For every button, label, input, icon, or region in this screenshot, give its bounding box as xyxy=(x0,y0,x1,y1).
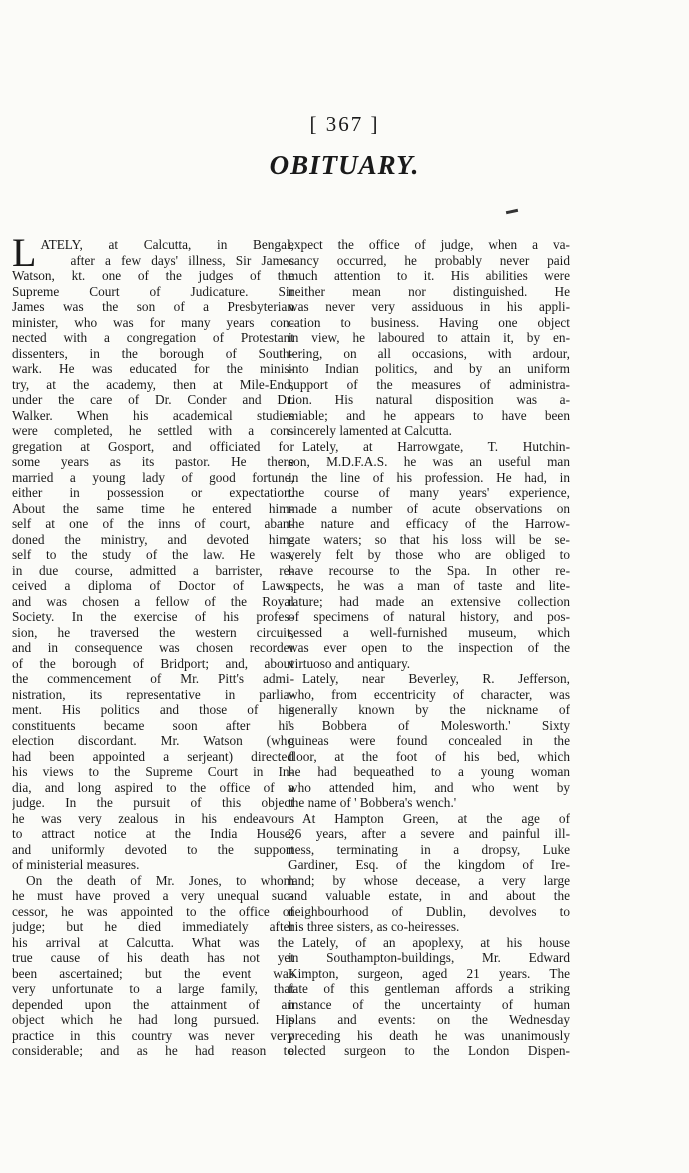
text-line xyxy=(288,501,570,517)
line-text: of specimens of natural history, and pos- xyxy=(288,609,570,624)
line-text: neighbourhood of Dublin, devolves to xyxy=(288,903,570,919)
line-text: ' Bobbera of Molesworth.' Sixty xyxy=(288,717,570,733)
text-line xyxy=(288,361,570,377)
line-text: preceding his death he was unanimously xyxy=(288,1027,570,1043)
text-line xyxy=(288,594,570,610)
line-text: considerable; and as he had reason to xyxy=(12,1043,294,1058)
text-line xyxy=(288,315,570,331)
text-line xyxy=(12,346,294,362)
line-text: rature; had made an extensive collection xyxy=(288,593,570,609)
text-line xyxy=(12,299,294,315)
left-column xyxy=(12,230,294,1059)
drop-cap: L xyxy=(12,230,37,275)
text-line xyxy=(12,997,294,1013)
text-line xyxy=(12,749,294,765)
line-text: had been appointed a serjeant) directed xyxy=(12,748,294,764)
text-line xyxy=(12,423,294,439)
text-line xyxy=(12,485,294,501)
text-line xyxy=(12,826,294,842)
line-text: minister, who was for many years con- xyxy=(12,314,294,330)
line-text: Society. In the exercise of his profes- xyxy=(12,609,294,624)
line-text: under the care of Dr. Conder and Dr. xyxy=(12,392,294,407)
line-text: to attract notice at the India House, xyxy=(12,826,294,841)
line-text: the name of ' Bobbera's wench.' xyxy=(288,795,457,810)
line-text: ness, terminating in a dropsy, Luke xyxy=(288,841,570,857)
line-text: Watson, kt. one of the judges of the xyxy=(12,268,294,283)
text-line xyxy=(288,423,570,439)
line-text: and in consequence was chosen recorder xyxy=(12,640,294,655)
text-line xyxy=(288,842,570,858)
line-text: sessed a well-furnished museum, which xyxy=(288,624,570,640)
line-text: his views to the Supreme Court in In- xyxy=(12,764,294,779)
text-line xyxy=(12,656,294,672)
line-text: Gardiner, Esq. of the kingdom of Ire- xyxy=(288,857,570,872)
line-text: virtuoso and antiquary. xyxy=(288,655,411,671)
line-text: At Hampton Green, at the age of xyxy=(302,810,570,826)
line-text: election discordant. Mr. Watson (who xyxy=(12,733,294,748)
line-text: constituents became soon after his xyxy=(12,717,294,733)
line-text: sincerely lamented at Calcutta. xyxy=(288,423,452,438)
text-line xyxy=(288,640,570,656)
line-text: On the death of Mr. Jones, to whom xyxy=(26,872,294,888)
line-text: was never very assiduous in his appli- xyxy=(288,299,570,314)
line-text: Lately, near Beverley, R. Jefferson, xyxy=(302,671,570,686)
text-line xyxy=(288,997,570,1013)
text-line xyxy=(288,439,570,455)
text-line xyxy=(12,811,294,827)
text-line xyxy=(288,547,570,563)
text-line xyxy=(288,330,570,346)
line-text: Walker. When his academical studies xyxy=(12,407,294,423)
line-text: miable; and he appears to have been xyxy=(288,407,570,423)
line-text: into Indian politics, and by an uniform xyxy=(288,361,570,376)
text-line xyxy=(12,857,294,873)
text-line xyxy=(12,563,294,579)
line-text: support of the measures of administra- xyxy=(288,376,570,392)
text-line xyxy=(12,764,294,780)
line-text: tering, on all occasions, with ardour, xyxy=(288,345,570,361)
line-text: the nature and efficacy of the Harrow- xyxy=(288,516,570,531)
text-line xyxy=(288,702,570,718)
right-column xyxy=(288,237,570,1059)
line-text: nistration, its representative in parlia- xyxy=(12,686,294,702)
line-text: Lately, at Harrowgate, T. Hutchin- xyxy=(302,438,570,454)
text-line xyxy=(12,702,294,718)
line-text: neither mean nor distinguished. He xyxy=(288,283,570,299)
line-text: Supreme Court of Judicature. Sir xyxy=(12,283,294,299)
text-line xyxy=(12,609,294,625)
line-text: married a young lady of good fortune, xyxy=(12,469,294,485)
line-text: he had bequeathed to a young woman xyxy=(288,764,570,779)
text-line xyxy=(288,733,570,749)
line-text: much attention to it. His abilities were xyxy=(288,268,570,283)
line-text: in the line of his profession. He had, in xyxy=(288,469,570,485)
text-line xyxy=(288,299,570,315)
text-line xyxy=(288,718,570,734)
line-text: depended upon the attainment of an xyxy=(12,996,294,1012)
line-text: son, M.D.F.A.S. he was an useful man xyxy=(288,454,570,469)
line-text: ment. His politics and those of his xyxy=(12,702,294,717)
text-line xyxy=(12,268,294,284)
text-line xyxy=(12,640,294,656)
text-line xyxy=(288,749,570,765)
line-text: were completed, he settled with a con- xyxy=(12,423,294,438)
line-text: sion, he traversed the western circuit, xyxy=(12,624,294,640)
line-text: judge; but he died immediately after xyxy=(12,919,294,934)
text-line xyxy=(288,873,570,889)
text-line xyxy=(12,516,294,532)
line-text: elected surgeon to the London Dispen- xyxy=(288,1043,570,1058)
line-text: James was the son of a Presbyterian xyxy=(12,299,294,314)
text-line xyxy=(288,346,570,362)
text-line xyxy=(288,687,570,703)
line-text: in view, he laboured to attain it, by en- xyxy=(288,330,570,345)
line-text: verely felt by those who are obliged to xyxy=(288,547,570,562)
text-line xyxy=(288,795,570,811)
line-text: of the borough of Bridport; and, about xyxy=(12,655,294,671)
line-text: in Southampton-buildings, Mr. Edward xyxy=(288,950,570,965)
text-line xyxy=(12,1028,294,1044)
line-text: and was chosen a fellow of the Royal xyxy=(12,593,294,609)
line-text: been ascertained; but the event was xyxy=(12,965,294,981)
line-text: his three sisters, as co-heiresses. xyxy=(288,919,460,934)
text-line xyxy=(288,656,570,672)
text-line xyxy=(288,857,570,873)
line-text: instance of the uncertainty of human xyxy=(288,996,570,1012)
text-line xyxy=(288,609,570,625)
text-line xyxy=(12,919,294,935)
line-text: either in possession or expectation. xyxy=(12,485,294,500)
text-line xyxy=(12,361,294,377)
line-text: who attended him, and who went by xyxy=(288,779,570,795)
text-line xyxy=(288,1028,570,1044)
text-line xyxy=(12,547,294,563)
line-text: after a few days' illness, Sir James xyxy=(70,252,294,268)
line-text: his arrival at Calcutta. What was the xyxy=(12,934,294,950)
text-line xyxy=(12,795,294,811)
line-text: plans and events: on the Wednesday xyxy=(288,1012,570,1027)
line-text: 26 years, after a severe and painful ill- xyxy=(288,826,570,841)
page-title: OBITUARY. xyxy=(269,150,420,180)
text-line xyxy=(12,842,294,858)
line-text: in due course, admitted a barrister, re- xyxy=(12,562,294,578)
text-line xyxy=(288,919,570,935)
line-text: and uniformly devoted to the support xyxy=(12,841,294,857)
text-line xyxy=(12,733,294,749)
text-line xyxy=(288,516,570,532)
line-text: generally known by the nickname of xyxy=(288,702,570,717)
text-line xyxy=(12,671,294,687)
text-line xyxy=(288,377,570,393)
line-text: tion. His natural disposition was a- xyxy=(288,392,570,407)
line-text: he must have proved a very unequal suc- xyxy=(12,888,294,903)
line-text: dia, and long aspired to the office of a xyxy=(12,779,294,795)
text-line xyxy=(12,904,294,920)
line-text: and valuable estate, in and about the xyxy=(288,888,570,903)
text-line xyxy=(288,532,570,548)
line-text: About the same time he entered him- xyxy=(12,500,294,516)
text-line xyxy=(288,454,570,470)
text-line xyxy=(12,454,294,470)
text-line xyxy=(12,981,294,997)
text-line xyxy=(288,981,570,997)
text-line xyxy=(288,904,570,920)
line-text: ATELY, at Calcutta, in Bengal, xyxy=(40,237,294,252)
text-line xyxy=(288,780,570,796)
text-line xyxy=(288,935,570,951)
text-line xyxy=(12,1012,294,1028)
text-line xyxy=(12,532,294,548)
line-text: spects, he was a man of taste and lite- xyxy=(288,578,570,593)
line-text: made a number of acute observations on xyxy=(288,500,570,516)
line-text: wark. He was educated for the minis- xyxy=(12,361,294,376)
line-text: was ever open to the inspection of the xyxy=(288,640,570,655)
text-line xyxy=(288,811,570,827)
page-number: [ 367 ] xyxy=(309,112,380,136)
line-text: he was very zealous in his endeavours xyxy=(12,810,294,826)
line-text: of ministerial measures. xyxy=(12,857,140,872)
line-text: the course of many years' experience, xyxy=(288,485,570,500)
text-line xyxy=(288,268,570,284)
line-text: Lately, of an apoplexy, at his house xyxy=(302,934,570,950)
text-line xyxy=(12,594,294,610)
text-line xyxy=(12,625,294,641)
line-text: dissenters, in the borough of South- xyxy=(12,345,294,361)
text-line xyxy=(288,237,570,253)
text-line xyxy=(12,578,294,594)
text-line xyxy=(12,284,294,300)
text-line xyxy=(12,315,294,331)
text-line xyxy=(12,687,294,703)
text-line xyxy=(12,392,294,408)
line-text: the commencement of Mr. Pitt's admi- xyxy=(12,671,294,686)
text-line xyxy=(12,470,294,486)
line-text: floor, at the foot of his bed, which xyxy=(288,748,570,764)
text-line xyxy=(12,439,294,455)
text-line xyxy=(288,625,570,641)
text-line xyxy=(12,377,294,393)
text-line xyxy=(288,826,570,842)
line-text: cessor, he was appointed to the office of xyxy=(12,903,294,919)
line-text: fate of this gentleman affords a striking xyxy=(288,981,570,996)
text-line xyxy=(40,237,294,253)
text-line xyxy=(12,888,294,904)
line-text: cancy occurred, he probably never paid xyxy=(288,252,570,268)
line-text: Kimpton, surgeon, aged 21 years. The xyxy=(288,965,570,981)
line-text: gate waters; so that his loss will be se- xyxy=(288,531,570,547)
print-mark xyxy=(506,209,518,214)
text-line xyxy=(288,966,570,982)
text-line xyxy=(288,1012,570,1028)
line-text: guineas were found concealed in the xyxy=(288,733,570,748)
line-text: expect the office of judge, when a va- xyxy=(288,237,570,252)
line-text: try, at the academy, then at Mile-End, xyxy=(12,376,294,392)
line-text: judge. In the pursuit of this object xyxy=(12,795,294,810)
text-line xyxy=(288,671,570,687)
line-text: doned the ministry, and devoted him- xyxy=(12,531,294,547)
line-text: very unfortunate to a large family, that xyxy=(12,981,294,996)
text-line xyxy=(12,873,294,889)
text-line xyxy=(288,408,570,424)
line-text: self to the study of the law. He was, xyxy=(12,547,294,562)
text-line xyxy=(288,392,570,408)
text-line xyxy=(288,950,570,966)
text-line xyxy=(288,485,570,501)
line-text: practice in this country was never very xyxy=(12,1027,294,1043)
line-text: some years as its pastor. He there xyxy=(12,454,294,469)
text-line xyxy=(288,470,570,486)
line-text: who, from eccentricity of character, was xyxy=(288,686,570,702)
text-line xyxy=(12,718,294,734)
text-line xyxy=(288,888,570,904)
line-text: nected with a congregation of Protestant xyxy=(12,330,294,345)
text-line xyxy=(12,501,294,517)
text-line xyxy=(288,1043,570,1059)
text-line xyxy=(12,330,294,346)
text-line xyxy=(12,780,294,796)
line-text: gregation at Gosport, and officiated for xyxy=(12,438,294,454)
text-line xyxy=(12,966,294,982)
text-line xyxy=(288,563,570,579)
line-text: land; by whose decease, a very large xyxy=(288,872,570,888)
text-line xyxy=(288,253,570,269)
text-line xyxy=(12,408,294,424)
line-text: have recourse to the Spa. In other re- xyxy=(288,562,570,578)
text-line xyxy=(40,253,294,269)
text-line xyxy=(12,1043,294,1059)
line-text: true cause of his death has not yet xyxy=(12,950,294,965)
line-text: self at one of the inns of court, aban- xyxy=(12,516,294,531)
line-text: cation to business. Having one object xyxy=(288,314,570,330)
line-text: ceived a diploma of Doctor of Laws, xyxy=(12,578,294,593)
text-line xyxy=(288,578,570,594)
text-line xyxy=(288,284,570,300)
text-line xyxy=(12,950,294,966)
text-line xyxy=(288,764,570,780)
text-line xyxy=(12,935,294,951)
line-text: object which he had long pursued. His xyxy=(12,1012,294,1027)
